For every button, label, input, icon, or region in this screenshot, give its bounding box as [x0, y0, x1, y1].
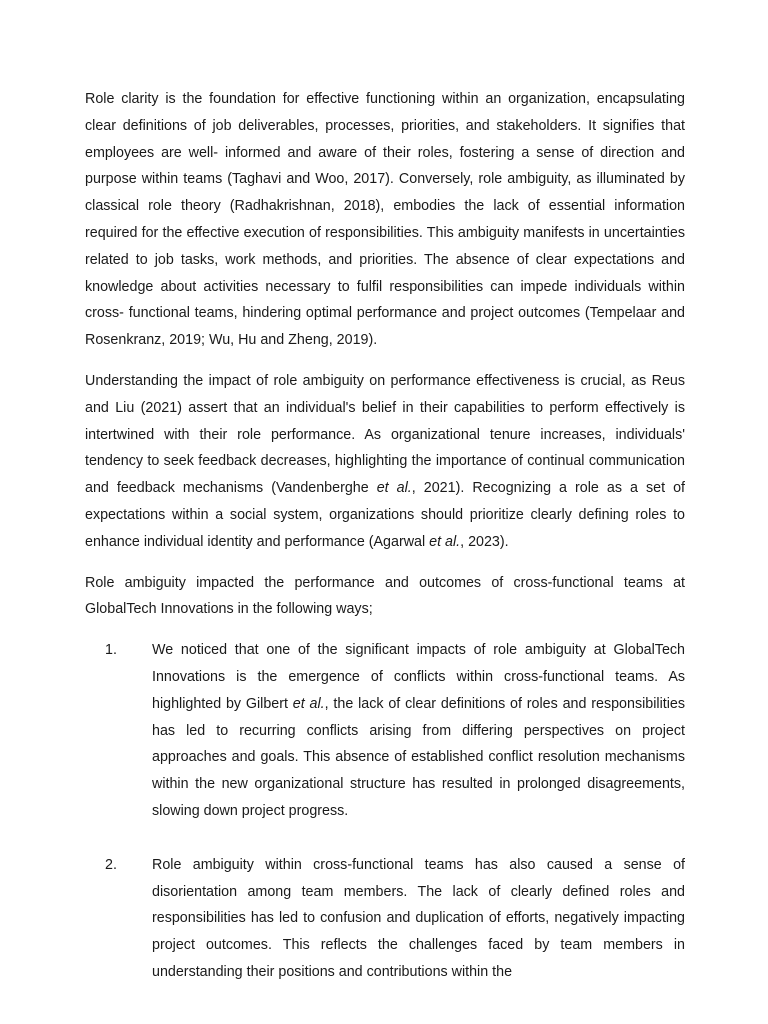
text-run: , 2023).	[460, 533, 509, 550]
italic-citation-text: et al.	[292, 695, 325, 712]
list-item	[85, 852, 685, 986]
body-paragraphs	[85, 86, 685, 623]
text-run: Understanding the impact of role ambiguity on performance effectiveness is crucial, as Reus and Liu (2021) assert that an individual's belief in their capabilities to perform effectively is intertwined with their role performance. As organizational tenure increases, individuals' tendency to seek feedback decreases, highlighting the importance of continual communication and feedback mechanisms (Vandenberghe	[85, 372, 685, 497]
document-page	[85, 86, 685, 986]
list-item-number: 2.	[105, 856, 117, 873]
text-run: Role ambiguity within cross-functional teams has also caused a sense of disorientation among team members. The lack of clearly defined roles and responsibilities has led to confusion and duplication of efforts, negatively impacting project outcomes. This reflects the challenges faced by team members in understanding their positions and contributions within the	[152, 856, 685, 980]
text-run: We noticed that one of the significant impacts of role ambiguity at GlobalTech Innovations is the emergence of conflicts within cross-functional teams. As highlighted by Gilbert	[152, 642, 685, 712]
text-run: , 2021). Recognizing a role as a set of expectations within a social system, organizations should prioritize clearly defining roles to enhance individual identity and performance (Agarwal	[85, 480, 685, 550]
text-run: , the lack of clear definitions of roles and responsibilities has led to recurring conflicts arising from differing perspectives on project approaches and goals. This absence of established conflict resolution mechanisms within the new organizational structure has resulted in prolonged disagreements, slowing down project progress.	[152, 695, 686, 819]
list-item-text	[152, 637, 685, 825]
list-item-number: 1.	[105, 642, 117, 659]
list-item	[85, 637, 685, 825]
paragraph-2	[85, 368, 685, 556]
italic-citation-text: et al.	[429, 533, 461, 550]
paragraph-3	[85, 570, 685, 624]
italic-citation-text: et al.	[376, 480, 412, 497]
text-run: Role clarity is the foundation for effective functioning within an organization, encapsulating clear definitions of job deliverables, processes, priorities, and stakeholders. It signifies that employees are well- informed and aware of their roles, fostering a sense of direction and purpose within teams (Taghavi and Woo, 2017). Conversely, role ambiguity, as illuminated by classical role theory (Radhakrishnan, 2018), embodies the lack of essential information required for the effective execution of responsibilities. This ambiguity manifests in uncertainties related to job tasks, work methods, and priorities. The absence of clear expectations and knowledge about activities necessary to fulfil responsibilities can impede individuals within cross- functional teams, hindering optimal performance and project outcomes (Tempelaar and Rosenkranz, 2019; Wu, Hu and Zheng, 2019).	[85, 91, 685, 349]
numbered-list	[85, 637, 685, 986]
text-run: Role ambiguity impacted the performance and outcomes of cross-functional teams at GlobalTech Innovations in the following ways;	[85, 574, 685, 618]
list-item-text	[152, 852, 685, 986]
paragraph-1	[85, 86, 685, 354]
